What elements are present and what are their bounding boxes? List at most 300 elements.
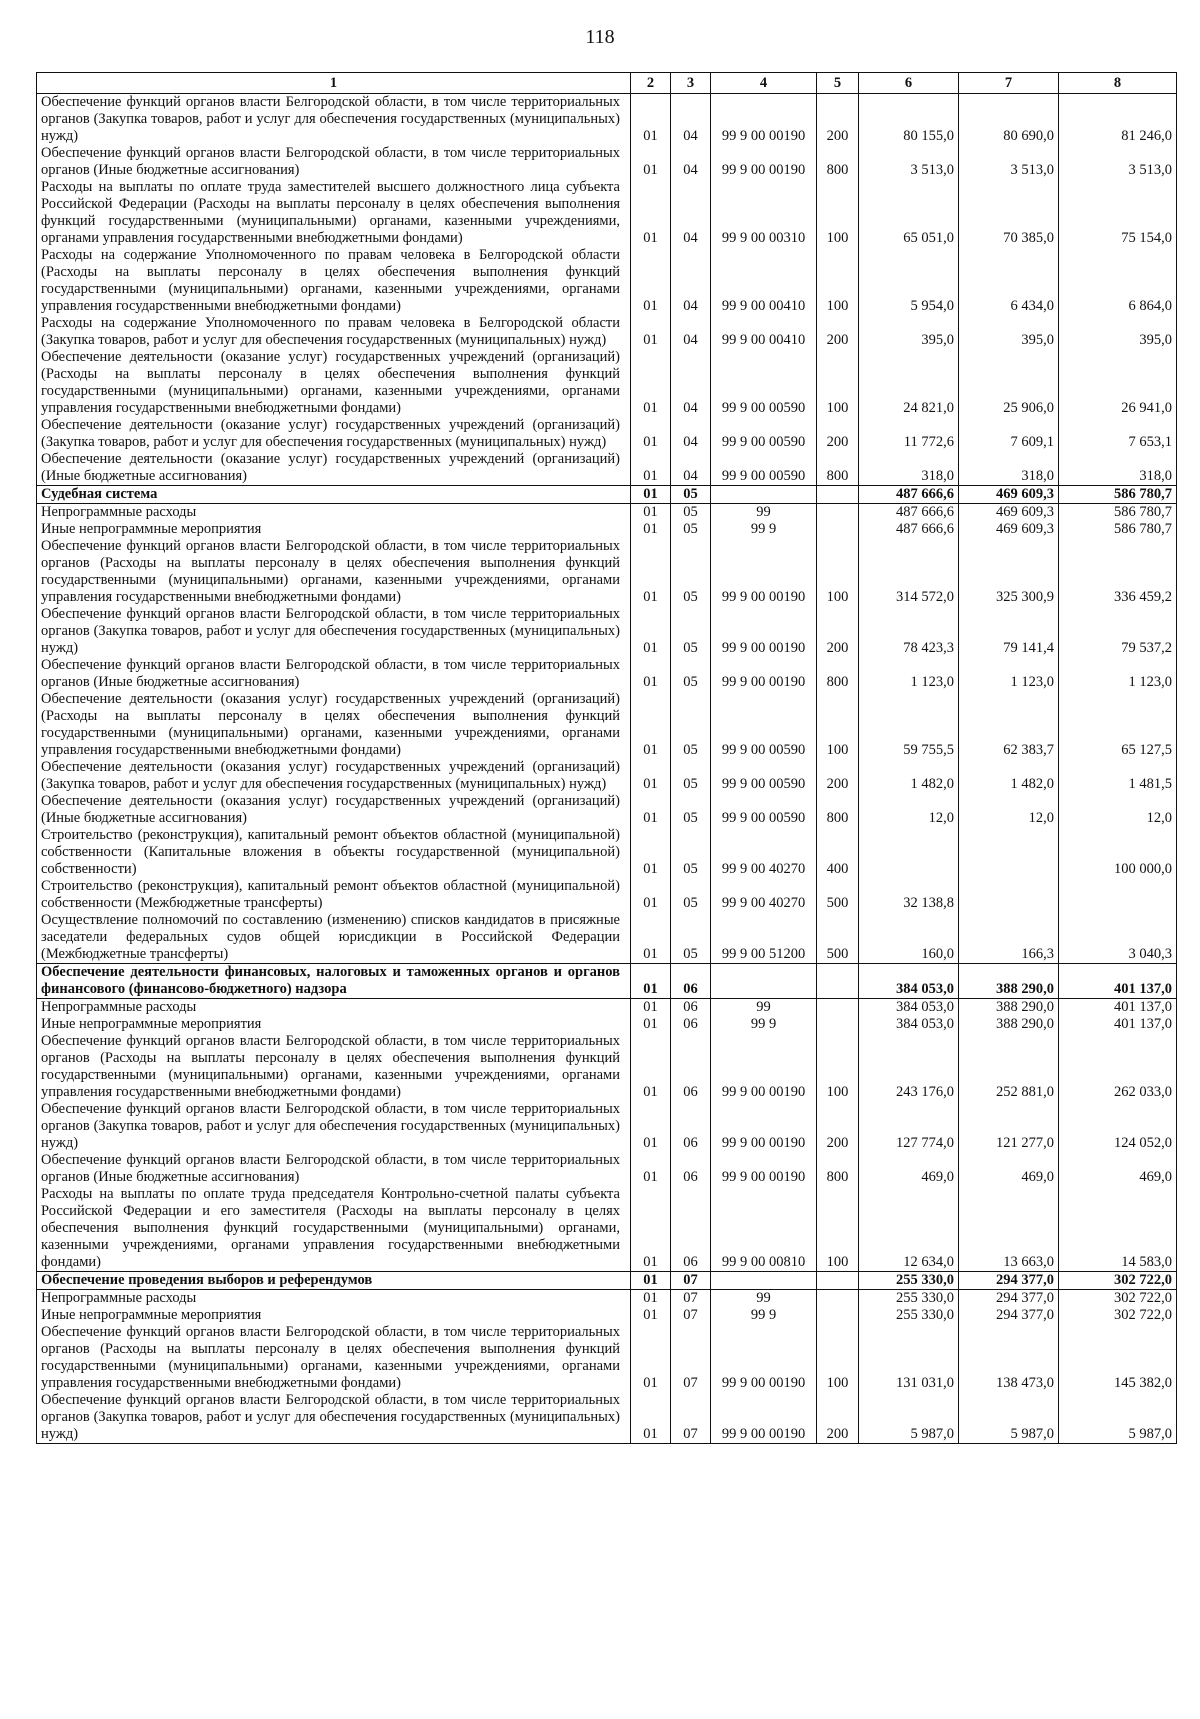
cell-c5: 500 [817,912,859,964]
cell-c5 [817,1016,859,1033]
cell-c7 [959,827,1059,878]
cell-name: Иные непрограммные мероприятия [37,521,631,538]
cell-c2: 01 [631,1033,671,1101]
cell-c8: 336 459,2 [1059,538,1177,606]
cell-c4: 99 9 00 00190 [711,606,817,657]
cell-c8: 26 941,0 [1059,349,1177,417]
cell-c6: 1 482,0 [859,759,959,793]
cell-c3: 06 [671,964,711,999]
header-col-6: 6 [859,73,959,94]
cell-c7: 252 881,0 [959,1033,1059,1101]
cell-c5: 100 [817,691,859,759]
table-row [37,878,1177,912]
cell-name: Обеспечение функций органов власти Белгородской области, в том числе территориальных органов (Закупка товаров, работ и услуг для обеспечения государственных (муниципальных) нужд) [37,1101,631,1152]
cell-c4: 99 9 00 00590 [711,759,817,793]
cell-c7: 469 609,3 [959,504,1059,522]
cell-c6: 314 572,0 [859,538,959,606]
cell-c2: 01 [631,1392,671,1444]
cell-c3: 05 [671,538,711,606]
cell-c8: 401 137,0 [1059,1016,1177,1033]
cell-c2: 01 [631,94,671,146]
cell-c5: 200 [817,1392,859,1444]
cell-c5: 100 [817,349,859,417]
cell-c3: 05 [671,827,711,878]
cell-c6: 3 513,0 [859,145,959,179]
table-row [37,1016,1177,1033]
cell-c5: 200 [817,94,859,146]
cell-c4: 99 9 00 00410 [711,247,817,315]
cell-name: Непрограммные расходы [37,1290,631,1308]
cell-c2: 01 [631,878,671,912]
cell-c5: 800 [817,451,859,486]
table-row [37,999,1177,1017]
cell-c4: 99 9 00 00590 [711,793,817,827]
cell-c4: 99 [711,504,817,522]
cell-c2: 01 [631,179,671,247]
cell-c7: 469 609,3 [959,486,1059,504]
cell-c5 [817,999,859,1017]
cell-c3: 04 [671,145,711,179]
cell-c2: 01 [631,1290,671,1308]
cell-c3: 05 [671,759,711,793]
cell-c3: 04 [671,94,711,146]
cell-c2: 01 [631,417,671,451]
cell-c6: 65 051,0 [859,179,959,247]
cell-c8: 100 000,0 [1059,827,1177,878]
cell-c8: 124 052,0 [1059,1101,1177,1152]
table-row [37,1101,1177,1152]
cell-c2: 01 [631,504,671,522]
cell-c8: 302 722,0 [1059,1290,1177,1308]
cell-c2: 01 [631,1101,671,1152]
cell-c4: 99 9 00 00190 [711,145,817,179]
cell-c7: 13 663,0 [959,1186,1059,1272]
cell-name: Обеспечение функций органов власти Белгородской области, в том числе территориальных органов (Закупка товаров, работ и услуг для обеспечения государственных (муниципальных) нужд) [37,606,631,657]
cell-c8: 81 246,0 [1059,94,1177,146]
cell-c2: 01 [631,1152,671,1186]
cell-c3: 04 [671,315,711,349]
cell-c4 [711,964,817,999]
cell-c5: 800 [817,657,859,691]
cell-c7: 1 123,0 [959,657,1059,691]
cell-c3: 05 [671,606,711,657]
cell-c8: 75 154,0 [1059,179,1177,247]
table-row [37,759,1177,793]
cell-c3: 04 [671,417,711,451]
cell-c7: 395,0 [959,315,1059,349]
cell-c2: 01 [631,606,671,657]
cell-c2: 01 [631,1324,671,1392]
cell-c7: 138 473,0 [959,1324,1059,1392]
cell-c3: 05 [671,486,711,504]
cell-c6: 127 774,0 [859,1101,959,1152]
cell-c3: 06 [671,1033,711,1101]
cell-c3: 07 [671,1324,711,1392]
cell-c5 [817,1272,859,1290]
cell-c6: 1 123,0 [859,657,959,691]
cell-name: Судебная система [37,486,631,504]
cell-c4: 99 9 00 00190 [711,1101,817,1152]
cell-name: Осуществление полномочий по составлению (изменению) списков кандидатов в присяжные заседатели федеральных судов общей юрисдикции в Российской Федерации (Межбюджетные трансферты) [37,912,631,964]
cell-c6: 160,0 [859,912,959,964]
cell-c6: 487 666,6 [859,521,959,538]
cell-c2: 01 [631,912,671,964]
cell-name: Непрограммные расходы [37,504,631,522]
cell-c6: 384 053,0 [859,999,959,1017]
cell-c6: 487 666,6 [859,504,959,522]
table-row [37,417,1177,451]
section-row [37,486,1177,504]
table-row [37,451,1177,486]
cell-c8: 79 537,2 [1059,606,1177,657]
cell-c5 [817,964,859,999]
cell-c6: 255 330,0 [859,1290,959,1308]
cell-c5: 100 [817,538,859,606]
table-row [37,827,1177,878]
cell-c4: 99 9 00 00190 [711,657,817,691]
table-row [37,1307,1177,1324]
cell-c8: 318,0 [1059,451,1177,486]
cell-c6: 32 138,8 [859,878,959,912]
cell-name: Обеспечение функций органов власти Белгородской области, в том числе территориальных органов (Закупка товаров, работ и услуг для обеспечения государственных (муниципальных) нужд) [37,1392,631,1444]
cell-name: Обеспечение функций органов власти Белгородской области, в том числе территориальных органов (Расходы на выплаты персоналу в целях обеспечения выполнения функций государственными (муниципальными) органами, казенными учреждениями, органами управления государственными внебюджетными фондами) [37,1324,631,1392]
cell-c4: 99 9 00 40270 [711,827,817,878]
cell-c3: 07 [671,1307,711,1324]
cell-name: Обеспечение деятельности (оказание услуг) государственных учреждений (организаций) (Закупка товаров, работ и услуг для обеспечения государственных (муниципальных) нужд) [37,417,631,451]
header-col-8: 8 [1059,73,1177,94]
cell-c2: 01 [631,451,671,486]
cell-name: Обеспечение проведения выборов и референдумов [37,1272,631,1290]
cell-c8: 302 722,0 [1059,1272,1177,1290]
cell-c5 [817,1290,859,1308]
table-row [37,315,1177,349]
cell-name: Расходы на содержание Уполномоченного по правам человека в Белгородской области (Закупка товаров, работ и услуг для обеспечения государственных (муниципальных) нужд) [37,315,631,349]
cell-c5: 800 [817,793,859,827]
cell-c4: 99 9 00 00590 [711,691,817,759]
cell-c4: 99 9 00 00190 [711,94,817,146]
cell-c7: 388 290,0 [959,999,1059,1017]
header-col-7: 7 [959,73,1059,94]
table-row [37,349,1177,417]
cell-c6 [859,827,959,878]
cell-c4: 99 9 00 00190 [711,1152,817,1186]
cell-c7: 166,3 [959,912,1059,964]
page-number: 118 [585,26,615,48]
header-col-4: 4 [711,73,817,94]
table-row [37,606,1177,657]
cell-c3: 05 [671,912,711,964]
cell-c4 [711,486,817,504]
cell-c7: 388 290,0 [959,1016,1059,1033]
cell-c5: 200 [817,606,859,657]
cell-c4: 99 [711,999,817,1017]
cell-c2: 01 [631,145,671,179]
cell-c4: 99 9 [711,1016,817,1033]
cell-c4: 99 9 00 00190 [711,538,817,606]
cell-name: Обеспечение функций органов власти Белгородской области, в том числе территориальных органов (Расходы на выплаты персоналу в целях обеспечения выполнения функций государственными (муниципальными) органами, казенными учреждениями, органами управления государственными внебюджетными фондами) [37,538,631,606]
cell-c4: 99 9 [711,1307,817,1324]
cell-c5: 500 [817,878,859,912]
cell-c8: 145 382,0 [1059,1324,1177,1392]
cell-c3: 07 [671,1272,711,1290]
cell-name: Обеспечение функций органов власти Белгородской области, в том числе территориальных органов (Закупка товаров, работ и услуг для обеспечения государственных (муниципальных) нужд) [37,94,631,146]
cell-c4 [711,1272,817,1290]
cell-c6: 318,0 [859,451,959,486]
cell-c8: 12,0 [1059,793,1177,827]
cell-c2: 01 [631,793,671,827]
cell-c6: 384 053,0 [859,1016,959,1033]
cell-c3: 06 [671,1016,711,1033]
table-row [37,1033,1177,1101]
cell-c6: 12,0 [859,793,959,827]
cell-c6: 395,0 [859,315,959,349]
cell-c7: 469,0 [959,1152,1059,1186]
cell-c4: 99 [711,1290,817,1308]
cell-c2: 01 [631,827,671,878]
header-col-1: 1 [37,73,631,94]
cell-name: Обеспечение деятельности (оказания услуг) государственных учреждений (организаций) (Закупка товаров, работ и услуг для обеспечения государственных (муниципальных) нужд) [37,759,631,793]
cell-c8: 586 780,7 [1059,521,1177,538]
cell-c7: 388 290,0 [959,964,1059,999]
cell-c3: 05 [671,878,711,912]
cell-c4: 99 9 00 00410 [711,315,817,349]
cell-c7: 1 482,0 [959,759,1059,793]
cell-c3: 06 [671,1101,711,1152]
cell-c3: 05 [671,793,711,827]
cell-name: Иные непрограммные мероприятия [37,1307,631,1324]
cell-c2: 01 [631,521,671,538]
table-row [37,1392,1177,1444]
cell-c5 [817,521,859,538]
budget-table [36,72,1177,1444]
cell-c7: 12,0 [959,793,1059,827]
table-row [37,145,1177,179]
cell-name: Непрограммные расходы [37,999,631,1017]
cell-c6: 384 053,0 [859,964,959,999]
table-row [37,691,1177,759]
table-row [37,657,1177,691]
cell-c6: 5 954,0 [859,247,959,315]
cell-c8: 586 780,7 [1059,504,1177,522]
header-row [37,73,1177,94]
cell-c2: 01 [631,999,671,1017]
cell-c7: 80 690,0 [959,94,1059,146]
cell-name: Обеспечение функций органов власти Белгородской области, в том числе территориальных органов (Иные бюджетные ассигнования) [37,145,631,179]
cell-c3: 06 [671,1152,711,1186]
cell-c5: 100 [817,179,859,247]
cell-c5 [817,486,859,504]
cell-name: Обеспечение функций органов власти Белгородской области, в том числе территориальных органов (Иные бюджетные ассигнования) [37,1152,631,1186]
cell-c4: 99 9 00 00590 [711,451,817,486]
cell-c6: 131 031,0 [859,1324,959,1392]
cell-c6: 59 755,5 [859,691,959,759]
cell-c2: 01 [631,1186,671,1272]
table-row [37,94,1177,146]
cell-c7: 469 609,3 [959,521,1059,538]
cell-c2: 01 [631,964,671,999]
table-row [37,247,1177,315]
section-row [37,1272,1177,1290]
cell-c5: 200 [817,759,859,793]
cell-c7: 79 141,4 [959,606,1059,657]
cell-c4: 99 9 00 00190 [711,1324,817,1392]
cell-c8: 401 137,0 [1059,999,1177,1017]
cell-c7: 294 377,0 [959,1290,1059,1308]
cell-c7: 25 906,0 [959,349,1059,417]
cell-c8: 469,0 [1059,1152,1177,1186]
cell-c6: 11 772,6 [859,417,959,451]
cell-c5: 100 [817,1033,859,1101]
cell-c6: 243 176,0 [859,1033,959,1101]
cell-c7 [959,878,1059,912]
cell-name: Иные непрограммные мероприятия [37,1016,631,1033]
cell-name: Обеспечение деятельности (оказание услуг) государственных учреждений (организаций) (Расходы на выплаты персоналу в целях обеспечения выполнения функций государственными (муниципальными) органами, казенными учреждениями, органами управления государственными внебюджетными фондами) [37,349,631,417]
table-row [37,912,1177,964]
cell-name: Строительство (реконструкция), капитальный ремонт объектов областной (муниципальной) собственности (Капитальные вложения в объекты государственной (муниципальной) собственности) [37,827,631,878]
cell-c4: 99 9 00 00810 [711,1186,817,1272]
cell-name: Расходы на выплаты по оплате труда заместителей высшего должностного лица субъекта Российской Федерации (Расходы на выплаты персоналу в целях обеспечения выполнения функций государственными (муниципальными) органами, казенными учреждениями, органами управления государственными внебюджетными фондами) [37,179,631,247]
cell-c5: 200 [817,1101,859,1152]
cell-name: Обеспечение функций органов власти Белгородской области, в том числе территориальных органов (Расходы на выплаты персоналу в целях обеспечения выполнения функций государственными (муниципальными) органами, казенными учреждениями, органами управления государственными внебюджетными фондами) [37,1033,631,1101]
cell-c5: 800 [817,1152,859,1186]
section-row [37,964,1177,999]
cell-c8: 395,0 [1059,315,1177,349]
cell-c7: 62 383,7 [959,691,1059,759]
cell-c5 [817,504,859,522]
cell-c4: 99 9 00 40270 [711,878,817,912]
cell-c7: 325 300,9 [959,538,1059,606]
cell-c5: 100 [817,247,859,315]
table-row [37,179,1177,247]
cell-c3: 05 [671,504,711,522]
cell-c3: 05 [671,657,711,691]
cell-c5 [817,1307,859,1324]
cell-c7: 294 377,0 [959,1272,1059,1290]
cell-c6: 5 987,0 [859,1392,959,1444]
cell-c8: 1 123,0 [1059,657,1177,691]
cell-c3: 06 [671,999,711,1017]
cell-c8 [1059,878,1177,912]
cell-c3: 07 [671,1392,711,1444]
cell-c8: 3 040,3 [1059,912,1177,964]
cell-c3: 04 [671,179,711,247]
cell-c2: 01 [631,247,671,315]
cell-c8: 3 513,0 [1059,145,1177,179]
cell-c7: 3 513,0 [959,145,1059,179]
cell-c6: 487 666,6 [859,486,959,504]
cell-c6: 469,0 [859,1152,959,1186]
cell-c8: 5 987,0 [1059,1392,1177,1444]
cell-c6: 24 821,0 [859,349,959,417]
cell-c2: 01 [631,657,671,691]
cell-name: Расходы на содержание Уполномоченного по правам человека в Белгородской области (Расходы на выплаты персоналу в целях обеспечения выполнения функций государственными (муниципальными) органами, казенными учреждениями, органами управления государственными внебюджетными фондами) [37,247,631,315]
table-row [37,1186,1177,1272]
cell-c3: 05 [671,521,711,538]
cell-c7: 70 385,0 [959,179,1059,247]
table-body [37,94,1177,1444]
cell-c5: 400 [817,827,859,878]
cell-c7: 318,0 [959,451,1059,486]
header-col-5: 5 [817,73,859,94]
cell-c2: 01 [631,486,671,504]
cell-c8: 401 137,0 [1059,964,1177,999]
cell-c4: 99 9 00 00590 [711,349,817,417]
cell-c8: 1 481,5 [1059,759,1177,793]
cell-name: Обеспечение деятельности (оказания услуг) государственных учреждений (организаций) (Иные бюджетные ассигнования) [37,793,631,827]
cell-c4: 99 9 00 00590 [711,417,817,451]
cell-c2: 01 [631,759,671,793]
cell-c8: 262 033,0 [1059,1033,1177,1101]
cell-c8: 7 653,1 [1059,417,1177,451]
cell-name: Обеспечение деятельности финансовых, налоговых и таможенных органов и органов финансового (финансово-бюджетного) надзора [37,964,631,999]
cell-c2: 01 [631,349,671,417]
cell-c8: 6 864,0 [1059,247,1177,315]
cell-c5: 100 [817,1186,859,1272]
cell-c3: 07 [671,1290,711,1308]
cell-c5: 800 [817,145,859,179]
cell-c2: 01 [631,315,671,349]
cell-c6: 80 155,0 [859,94,959,146]
cell-c2: 01 [631,691,671,759]
cell-c2: 01 [631,1307,671,1324]
cell-c7: 294 377,0 [959,1307,1059,1324]
cell-c8: 586 780,7 [1059,486,1177,504]
cell-c5: 200 [817,315,859,349]
cell-c7: 7 609,1 [959,417,1059,451]
cell-c7: 6 434,0 [959,247,1059,315]
cell-c4: 99 9 00 00310 [711,179,817,247]
cell-c2: 01 [631,538,671,606]
cell-c2: 01 [631,1272,671,1290]
cell-c6: 255 330,0 [859,1307,959,1324]
cell-c8: 65 127,5 [1059,691,1177,759]
cell-c6: 255 330,0 [859,1272,959,1290]
cell-c3: 06 [671,1186,711,1272]
cell-name: Расходы на выплаты по оплате труда председателя Контрольно-счетной палаты субъекта Российской Федерации и его заместителя (Расходы на выплаты персоналу в целях обеспечения выполнения функций государственными (муниципальными) органами, казенными учреждениями, органами управления государственными внебюджетными фондами) [37,1186,631,1272]
cell-c3: 04 [671,247,711,315]
table-row [37,521,1177,538]
cell-c7: 121 277,0 [959,1101,1059,1152]
cell-c4: 99 9 00 51200 [711,912,817,964]
table-row [37,504,1177,522]
cell-c2: 01 [631,1016,671,1033]
table-row [37,793,1177,827]
cell-c3: 05 [671,691,711,759]
header-col-3: 3 [671,73,711,94]
cell-c8: 14 583,0 [1059,1186,1177,1272]
cell-c4: 99 9 [711,521,817,538]
cell-name: Обеспечение функций органов власти Белгородской области, в том числе территориальных органов (Иные бюджетные ассигнования) [37,657,631,691]
cell-c5: 100 [817,1324,859,1392]
cell-c4: 99 9 00 00190 [711,1033,817,1101]
table-row [37,1290,1177,1308]
table-row [37,538,1177,606]
cell-c4: 99 9 00 00190 [711,1392,817,1444]
cell-c3: 04 [671,451,711,486]
cell-name: Строительство (реконструкция), капитальный ремонт объектов областной (муниципальной) собственности (Межбюджетные трансферты) [37,878,631,912]
cell-name: Обеспечение деятельности (оказания услуг) государственных учреждений (организаций) (Расходы на выплаты персоналу в целях обеспечения выполнения функций государственными (муниципальными) органами, казенными учреждениями, органами управления государственными внебюджетными фондами) [37,691,631,759]
cell-c8: 302 722,0 [1059,1307,1177,1324]
cell-c6: 78 423,3 [859,606,959,657]
table-row [37,1324,1177,1392]
cell-c6: 12 634,0 [859,1186,959,1272]
header-col-2: 2 [631,73,671,94]
cell-name: Обеспечение деятельности (оказание услуг) государственных учреждений (организаций) (Иные бюджетные ассигнования) [37,451,631,486]
cell-c7: 5 987,0 [959,1392,1059,1444]
cell-c3: 04 [671,349,711,417]
table-row [37,1152,1177,1186]
cell-c5: 200 [817,417,859,451]
